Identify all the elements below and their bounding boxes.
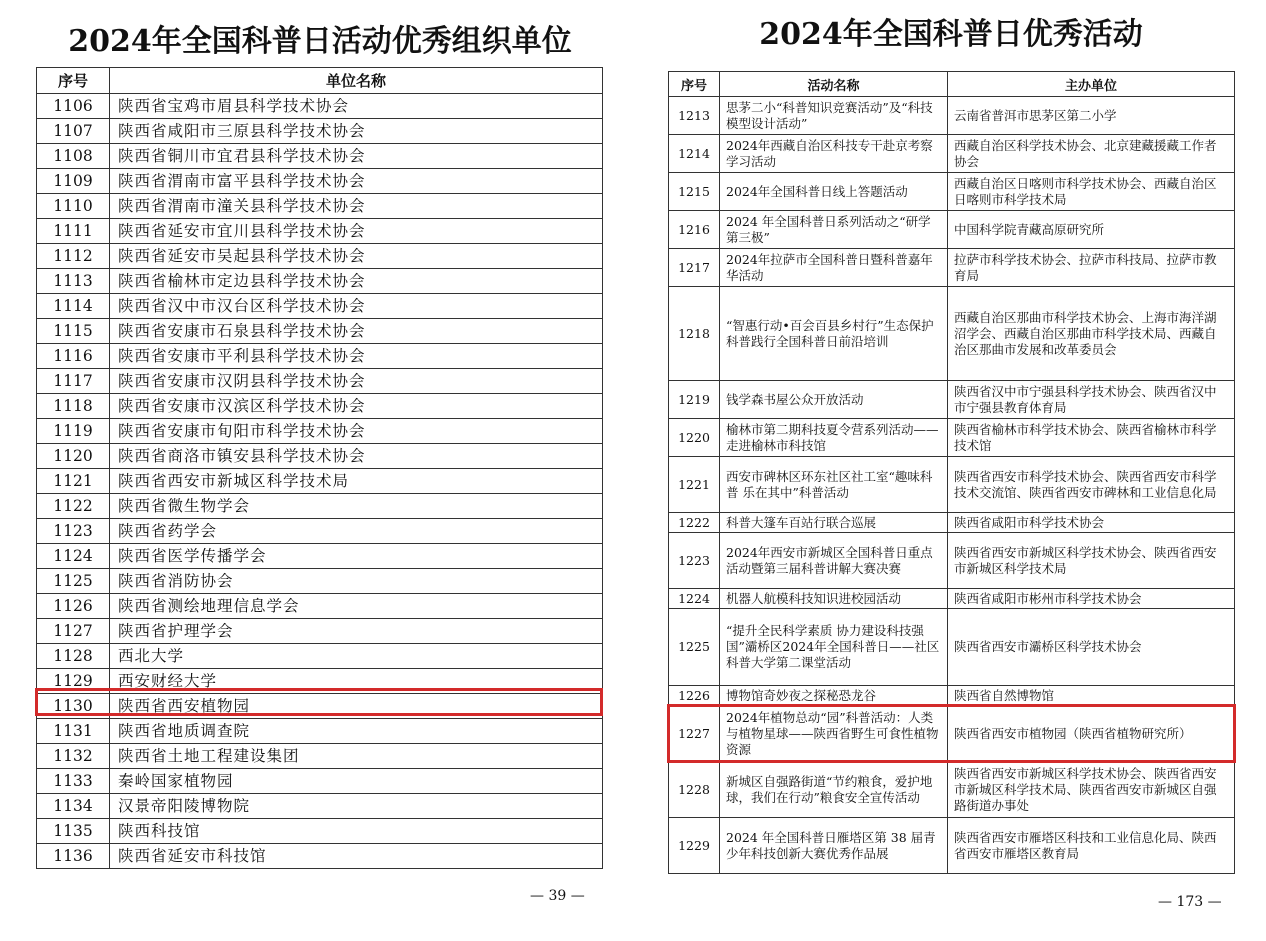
row-number: 1133 [37,769,110,794]
table-row [37,94,603,119]
organizer-name: 拉萨市科学技术协会、拉萨市科技局、拉萨市教育局 [948,249,1235,287]
row-number: 1123 [37,519,110,544]
row-number: 1110 [37,194,110,219]
row-number: 1126 [37,594,110,619]
organizer-name: 陕西省咸阳市科学技术协会 [948,513,1235,533]
row-number: 1216 [669,211,720,249]
unit-name: 西安财经大学 [110,669,603,694]
row-number: 1222 [669,513,720,533]
organizer-name: 陕西省榆林市科学技术协会、陕西省榆林市科学技术馆 [948,419,1235,457]
table-row [37,544,603,569]
row-number: 1131 [37,719,110,744]
left-page-title: 2024年全国科普日活动优秀组织单位 [68,24,572,59]
row-number: 1127 [37,619,110,644]
row-number: 1116 [37,344,110,369]
unit-name: 陕西省汉中市汉台区科学技术协会 [110,294,603,319]
unit-name: 陕西省地质调查院 [110,719,603,744]
table-row [37,219,603,244]
activity-name: 科普大篷车百站行联合巡展 [720,513,948,533]
organizer-name: 西藏自治区科学技术协会、北京建藏援藏工作者协会 [948,135,1235,173]
activity-name: 2024年全国科普日线上答题活动 [720,173,948,211]
table-row [37,394,603,419]
header-unit-name: 单位名称 [110,68,603,94]
organization-table [36,67,603,869]
unit-name: 陕西省安康市汉滨区科学技术协会 [110,394,603,419]
unit-name: 陕西省医学传播学会 [110,544,603,569]
row-number: 1217 [669,249,720,287]
table-row [37,619,603,644]
table-row [669,513,1235,533]
unit-name: 陕西省榆林市定边县科学技术协会 [110,269,603,294]
header-num: 序号 [37,68,110,94]
unit-name: 秦岭国家植物园 [110,769,603,794]
unit-name: 陕西省延安市宜川县科学技术协会 [110,219,603,244]
table-row [669,97,1235,135]
right-page-title: 2024年全国科普日优秀活动 [759,17,1143,52]
organizer-name: 陕西省西安市灞桥区科学技术协会 [948,609,1235,686]
activity-name: 2024 年全国科普日雁塔区第 38 届青少年科技创新大赛优秀作品展 [720,818,948,874]
table-row [669,381,1235,419]
activity-name: 榆林市第二期科技夏令营系列活动——走进榆林市科技馆 [720,419,948,457]
activity-name: 思茅二小“科普知识竞赛活动”及“科技模型设计活动” [720,97,948,135]
row-number: 1117 [37,369,110,394]
unit-name: 汉景帝阳陵博物院 [110,794,603,819]
row-number: 1107 [37,119,110,144]
table-row [669,533,1235,589]
table-row [37,244,603,269]
table-row [669,609,1235,686]
organizer-name: 陕西省自然博物馆 [948,686,1235,706]
table-row [37,119,603,144]
table-row [37,169,603,194]
row-number: 1220 [669,419,720,457]
table-row [669,173,1235,211]
unit-name: 陕西省延安市吴起县科学技术协会 [110,244,603,269]
row-number: 1109 [37,169,110,194]
row-number: 1120 [37,444,110,469]
organizer-name: 陕西省西安市科学技术协会、陕西省西安市科学技术交流馆、陕西省西安市碑林和工业信息化局 [948,457,1235,513]
row-number: 1113 [37,269,110,294]
table-row [669,211,1235,249]
activity-name: 2024年西藏自治区科技专干赴京考察学习活动 [720,135,948,173]
unit-name: 陕西省安康市石泉县科学技术协会 [110,319,603,344]
table-header-row [669,72,1235,97]
highlight-box-1130 [35,688,603,716]
table-row [37,269,603,294]
table-row [37,519,603,544]
right-page-number: — 173 — [1158,894,1222,910]
organizer-name: 西藏自治区那曲市科学技术协会、上海市海洋湖沼学会、西藏自治区那曲市科学技术局、西藏自治区那曲市发展和改革委员会 [948,287,1235,381]
organizer-name: 陕西省西安市新城区科学技术协会、陕西省西安市新城区科学技术局 [948,533,1235,589]
table-row [669,457,1235,513]
row-number: 1229 [669,818,720,874]
table-row [37,844,603,869]
table-row [37,319,603,344]
row-number: 1115 [37,319,110,344]
activity-name: 2024年植物总动“园”科普活动：人类与植物星球——陕西省野生可食性植物资源 [720,706,948,762]
table-row [37,719,603,744]
unit-name: 陕西省咸阳市三原县科学技术协会 [110,119,603,144]
row-number: 1226 [669,686,720,706]
unit-name: 陕西省消防协会 [110,569,603,594]
unit-name: 陕西省渭南市富平县科学技术协会 [110,169,603,194]
organization-table-body [37,94,603,869]
unit-name: 陕西省商洛市镇安县科学技术协会 [110,444,603,469]
row-number: 1221 [669,457,720,513]
row-number: 1223 [669,533,720,589]
highlight-box-1227 [667,704,1236,763]
row-number: 1132 [37,744,110,769]
table-row [669,818,1235,874]
row-number: 1130 [37,694,110,719]
unit-name: 陕西科技馆 [110,819,603,844]
row-number: 1122 [37,494,110,519]
organizer-name: 陕西省汉中市宁强县科学技术协会、陕西省汉中市宁强县教育体育局 [948,381,1235,419]
organizer-name: 陕西省咸阳市彬州市科学技术协会 [948,589,1235,609]
unit-name: 陕西省安康市汉阴县科学技术协会 [110,369,603,394]
row-number: 1121 [37,469,110,494]
unit-name: 陕西省西安植物园 [110,694,603,719]
activity-name: 2024年拉萨市全国科普日暨科普嘉年华活动 [720,249,948,287]
unit-name: 陕西省测绘地理信息学会 [110,594,603,619]
table-row [37,794,603,819]
activity-name: “智惠行动•百会百县乡村行”生态保护科普践行全国科普日前沿培训 [720,287,948,381]
activity-name: “提升全民科学素质 协力建设科技强国”灞桥区2024年全国科普日——社区科普大学第二课堂活动 [720,609,948,686]
table-row [669,762,1235,818]
activity-name: 博物馆奇妙夜之探秘恐龙谷 [720,686,948,706]
unit-name: 西北大学 [110,644,603,669]
header-activity-name: 活动名称 [720,72,948,97]
row-number: 1215 [669,173,720,211]
activity-name: 新城区自强路街道“节约粮食，爱护地球，我们在行动”粮食安全宣传活动 [720,762,948,818]
header-organizer: 主办单位 [948,72,1235,97]
table-row [37,644,603,669]
organizer-name: 云南省普洱市思茅区第二小学 [948,97,1235,135]
row-number: 1134 [37,794,110,819]
table-row [669,135,1235,173]
organizer-name: 中国科学院青藏高原研究所 [948,211,1235,249]
table-row [669,589,1235,609]
table-header-row [37,68,603,94]
unit-name: 陕西省铜川市宜君县科学技术协会 [110,144,603,169]
table-row [37,194,603,219]
row-number: 1218 [669,287,720,381]
table-row [37,144,603,169]
table-row [37,494,603,519]
unit-name: 陕西省土地工程建设集团 [110,744,603,769]
organizer-name: 陕西省西安市雁塔区科技和工业信息化局、陕西省西安市雁塔区教育局 [948,818,1235,874]
table-row [37,444,603,469]
table-row [37,569,603,594]
organizer-name: 陕西省西安市植物园（陕西省植物研究所） [948,706,1235,762]
table-row [37,594,603,619]
row-number: 1213 [669,97,720,135]
row-number: 1108 [37,144,110,169]
table-row [37,769,603,794]
table-row [669,686,1235,706]
row-number: 1135 [37,819,110,844]
unit-name: 陕西省安康市旬阳市科学技术协会 [110,419,603,444]
unit-name: 陕西省药学会 [110,519,603,544]
row-number: 1114 [37,294,110,319]
table-row [37,369,603,394]
row-number: 1106 [37,94,110,119]
table-row [37,744,603,769]
row-number: 1124 [37,544,110,569]
table-row [37,344,603,369]
table-row [669,287,1235,381]
activity-name: 2024 年全国科普日系列活动之“研学第三极” [720,211,948,249]
table-row [37,819,603,844]
unit-name: 陕西省安康市平利县科学技术协会 [110,344,603,369]
row-number: 1118 [37,394,110,419]
organizer-name: 陕西省西安市新城区科学技术协会、陕西省西安市新城区科学技术局、陕西省西安市新城区自强路街道办事处 [948,762,1235,818]
unit-name: 陕西省西安市新城区科学技术局 [110,469,603,494]
activity-name: 机器人航模科技知识进校园活动 [720,589,948,609]
left-page-number: — 39 — [530,888,585,904]
row-number: 1228 [669,762,720,818]
unit-name: 陕西省延安市科技馆 [110,844,603,869]
row-number: 1227 [669,706,720,762]
unit-name: 陕西省微生物学会 [110,494,603,519]
row-number: 1129 [37,669,110,694]
row-number: 1219 [669,381,720,419]
row-number: 1119 [37,419,110,444]
activity-name: 2024年西安市新城区全国科普日重点活动暨第三届科普讲解大赛决赛 [720,533,948,589]
row-number: 1112 [37,244,110,269]
row-number: 1224 [669,589,720,609]
row-number: 1225 [669,609,720,686]
table-row [37,469,603,494]
table-row [37,294,603,319]
table-row [669,249,1235,287]
row-number: 1128 [37,644,110,669]
unit-name: 陕西省护理学会 [110,619,603,644]
activity-name: 西安市碑林区环东社区社工室“趣味科普 乐在其中”科普活动 [720,457,948,513]
row-number: 1111 [37,219,110,244]
organizer-name: 西藏自治区日喀则市科学技术协会、西藏自治区日喀则市科学技术局 [948,173,1235,211]
row-number: 1125 [37,569,110,594]
table-row [37,419,603,444]
header-num: 序号 [669,72,720,97]
activity-name: 钱学森书屋公众开放活动 [720,381,948,419]
unit-name: 陕西省宝鸡市眉县科学技术协会 [110,94,603,119]
row-number: 1214 [669,135,720,173]
table-row [669,419,1235,457]
row-number: 1136 [37,844,110,869]
unit-name: 陕西省渭南市潼关县科学技术协会 [110,194,603,219]
